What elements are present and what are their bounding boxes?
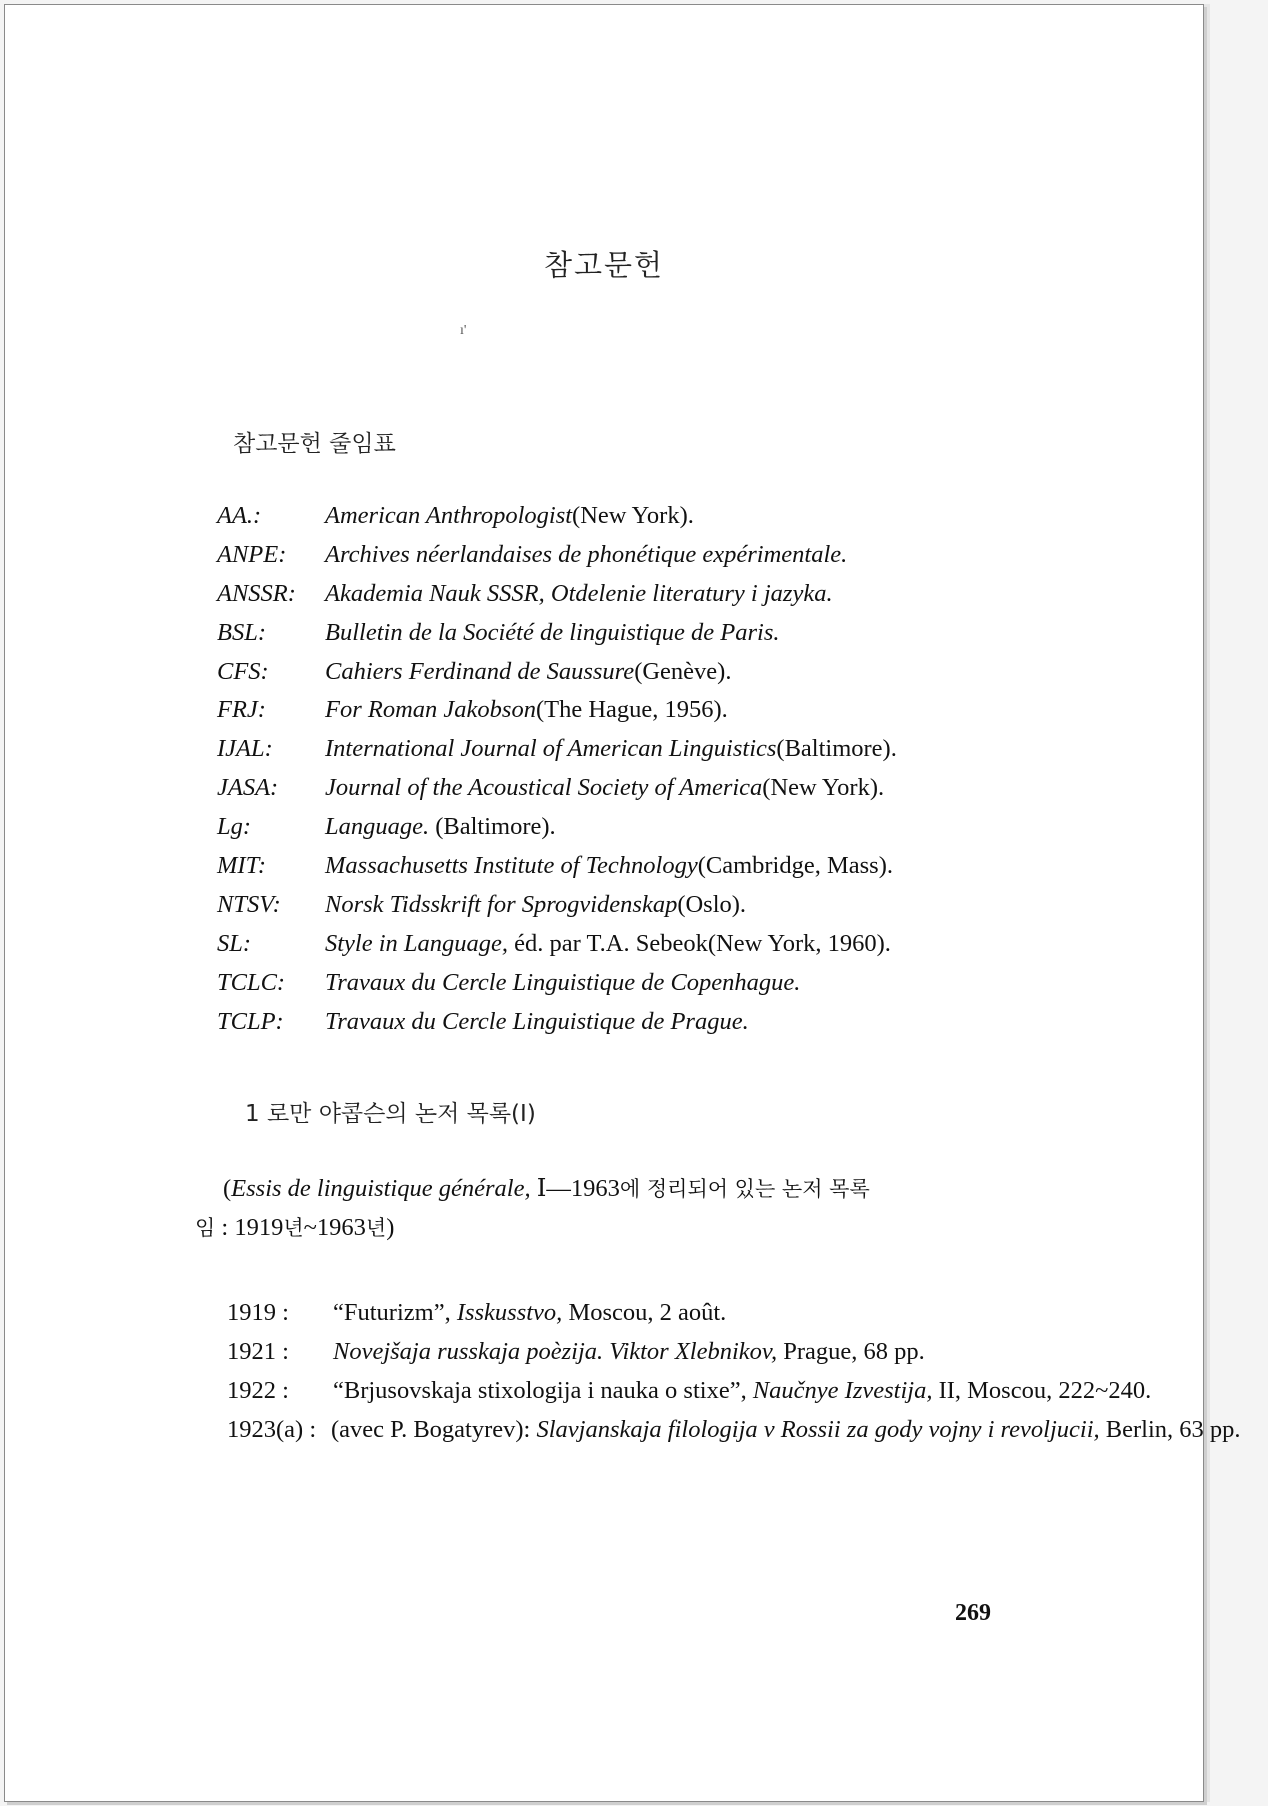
abbr-value (325, 575, 833, 614)
abbr-place: (Baltimore). (776, 735, 897, 763)
bib-text (333, 1371, 1152, 1410)
abbr-key: TCLP: (217, 1007, 284, 1035)
bib-segment: Slavjanskaja filologija v Rossii za gody vojny i revoljucii, (536, 1416, 1100, 1443)
section-note-line-2 (195, 1212, 394, 1242)
section-heading: 1 로만 야콥슨의 논저 목록(Ⅰ) (245, 1101, 536, 1127)
abbr-value (325, 886, 746, 925)
bibliography-list (227, 1293, 1241, 1449)
abbr-place: (New York). (762, 774, 885, 802)
abbr-value (325, 653, 731, 692)
bib-entry (227, 1293, 1015, 1332)
abbr-value (325, 497, 694, 536)
abbr-key: IJAL: (217, 735, 273, 763)
abbr-place: (Genève). (634, 657, 732, 685)
abbr-value (325, 925, 891, 964)
abbr-value (325, 730, 897, 769)
abbr-title: Akademia Nauk SSSR, Otdelenie literatury i jazyka. (325, 579, 833, 607)
abbr-title: American Anthropologist (325, 502, 573, 529)
bib-text (331, 1410, 1241, 1449)
abbr-key: NTSV: (217, 890, 281, 918)
abbr-title: Travaux du Cercle Linguistique de Copenhague. (325, 968, 801, 996)
bib-segment: Naučnye Izvestija, (752, 1377, 933, 1404)
abbr-title: Journal of the Acoustical Society of America (325, 774, 763, 802)
note-close-paren: ) (386, 1214, 395, 1241)
bib-year: 1921 : (227, 1338, 289, 1365)
abbr-value (325, 808, 556, 847)
note-year-range: ~1963 (303, 1214, 366, 1241)
bib-segment: “Brjusovskaja stixologija i nauka o stixe”, (333, 1377, 753, 1404)
bib-text (333, 1293, 1015, 1332)
abbr-title: Bulletin de la Société de linguistique de Paris. (325, 618, 780, 646)
abbr-title: Norsk Tidsskrift for Sprogvidenskap (325, 890, 678, 918)
abbr-title: Language. (325, 813, 430, 841)
abbr-place: (The Hague, 1956). (535, 696, 728, 724)
abbr-key: MIT: (217, 852, 266, 880)
page-number: 269 (955, 1600, 991, 1626)
abbr-place: (Cambridge, Mass). (697, 852, 893, 880)
abbr-key: Lg: (217, 813, 252, 841)
abbr-title: Style in Language, (325, 929, 509, 957)
note-year-unit: 년 (365, 1216, 387, 1240)
abbr-place: (New York). (572, 502, 694, 529)
bib-entry (227, 1410, 1241, 1449)
abbr-value (325, 691, 728, 730)
note-years: : 1919 (215, 1214, 284, 1241)
abbr-key: CFS: (217, 657, 269, 685)
abbr-value (325, 847, 893, 886)
abbr-key: ANPE: (217, 540, 287, 568)
bib-segment: “Futurizm”, (333, 1299, 457, 1326)
note-year-unit: 년 (283, 1216, 304, 1240)
bib-year: 1919 : (227, 1299, 289, 1326)
abbr-title: Travaux du Cercle Linguistique de Prague. (325, 1007, 749, 1035)
abbr-key: FRJ: (217, 696, 266, 724)
abbr-value (325, 964, 800, 1003)
bib-segment: Moscou, 2 août. (562, 1299, 727, 1326)
abbr-value (325, 614, 780, 653)
abbr-key: TCLC: (217, 968, 286, 996)
abbr-key: JASA: (217, 774, 279, 802)
bib-year: 1922 : (227, 1377, 289, 1404)
bib-entry (227, 1332, 1015, 1371)
note-volume: Ⅰ—1963 (530, 1175, 620, 1202)
abbr-title: Massachusetts Institute of Technology (325, 852, 698, 880)
abbr-key: ANSSR: (217, 579, 296, 607)
abbr-value (325, 1003, 749, 1042)
bib-segment: (avec P. Bogatyrev): (331, 1416, 537, 1443)
abbr-place: éd. par T.A. Sebeok(New York, 1960). (508, 929, 891, 957)
abbreviations-heading: 참고문헌 줄임표 (233, 431, 396, 457)
abbr-value (325, 769, 884, 808)
bib-entry (227, 1371, 1152, 1410)
abbr-key: BSL: (217, 618, 266, 646)
abbr-place: (Baltimore). (429, 813, 556, 841)
bib-segment: II, Moscou, 222~240. (932, 1377, 1152, 1404)
abbr-key: SL: (217, 929, 252, 957)
note-korean-text: 에 정리되어 있는 논저 목록 (619, 1177, 870, 1201)
note-korean-copula: 임 (195, 1216, 216, 1240)
section-note-line-1 (223, 1173, 870, 1203)
note-book-title: Essis de linguistique générale, (231, 1175, 531, 1202)
note-open-paren: ( (223, 1175, 232, 1202)
print-speck: ı' (460, 323, 467, 338)
bib-text (333, 1332, 1015, 1371)
page-title: 참고문헌 (543, 248, 665, 282)
bib-segment: Isskusstvo, (456, 1299, 563, 1326)
abbr-place: (Oslo). (677, 890, 747, 918)
bib-segment: Novejšaja russkaja poèzija. Viktor Xlebnikov, (333, 1338, 778, 1365)
book-page (4, 4, 1241, 1802)
abbr-value (325, 536, 847, 575)
bib-segment: Berlin, 63 pp. (1099, 1416, 1241, 1443)
abbr-title: Cahiers Ferdinand de Saussure (325, 657, 635, 685)
abbr-title: For Roman Jakobson (325, 696, 536, 724)
bib-year: 1923(a) : (227, 1416, 317, 1443)
abbr-key: AA.: (217, 502, 262, 529)
bib-segment: Prague, 68 pp. (777, 1338, 925, 1365)
abbr-title: International Journal of American Linguistics (325, 735, 777, 763)
abbr-title: Archives néerlandaises de phonétique expérimentale. (325, 540, 848, 568)
